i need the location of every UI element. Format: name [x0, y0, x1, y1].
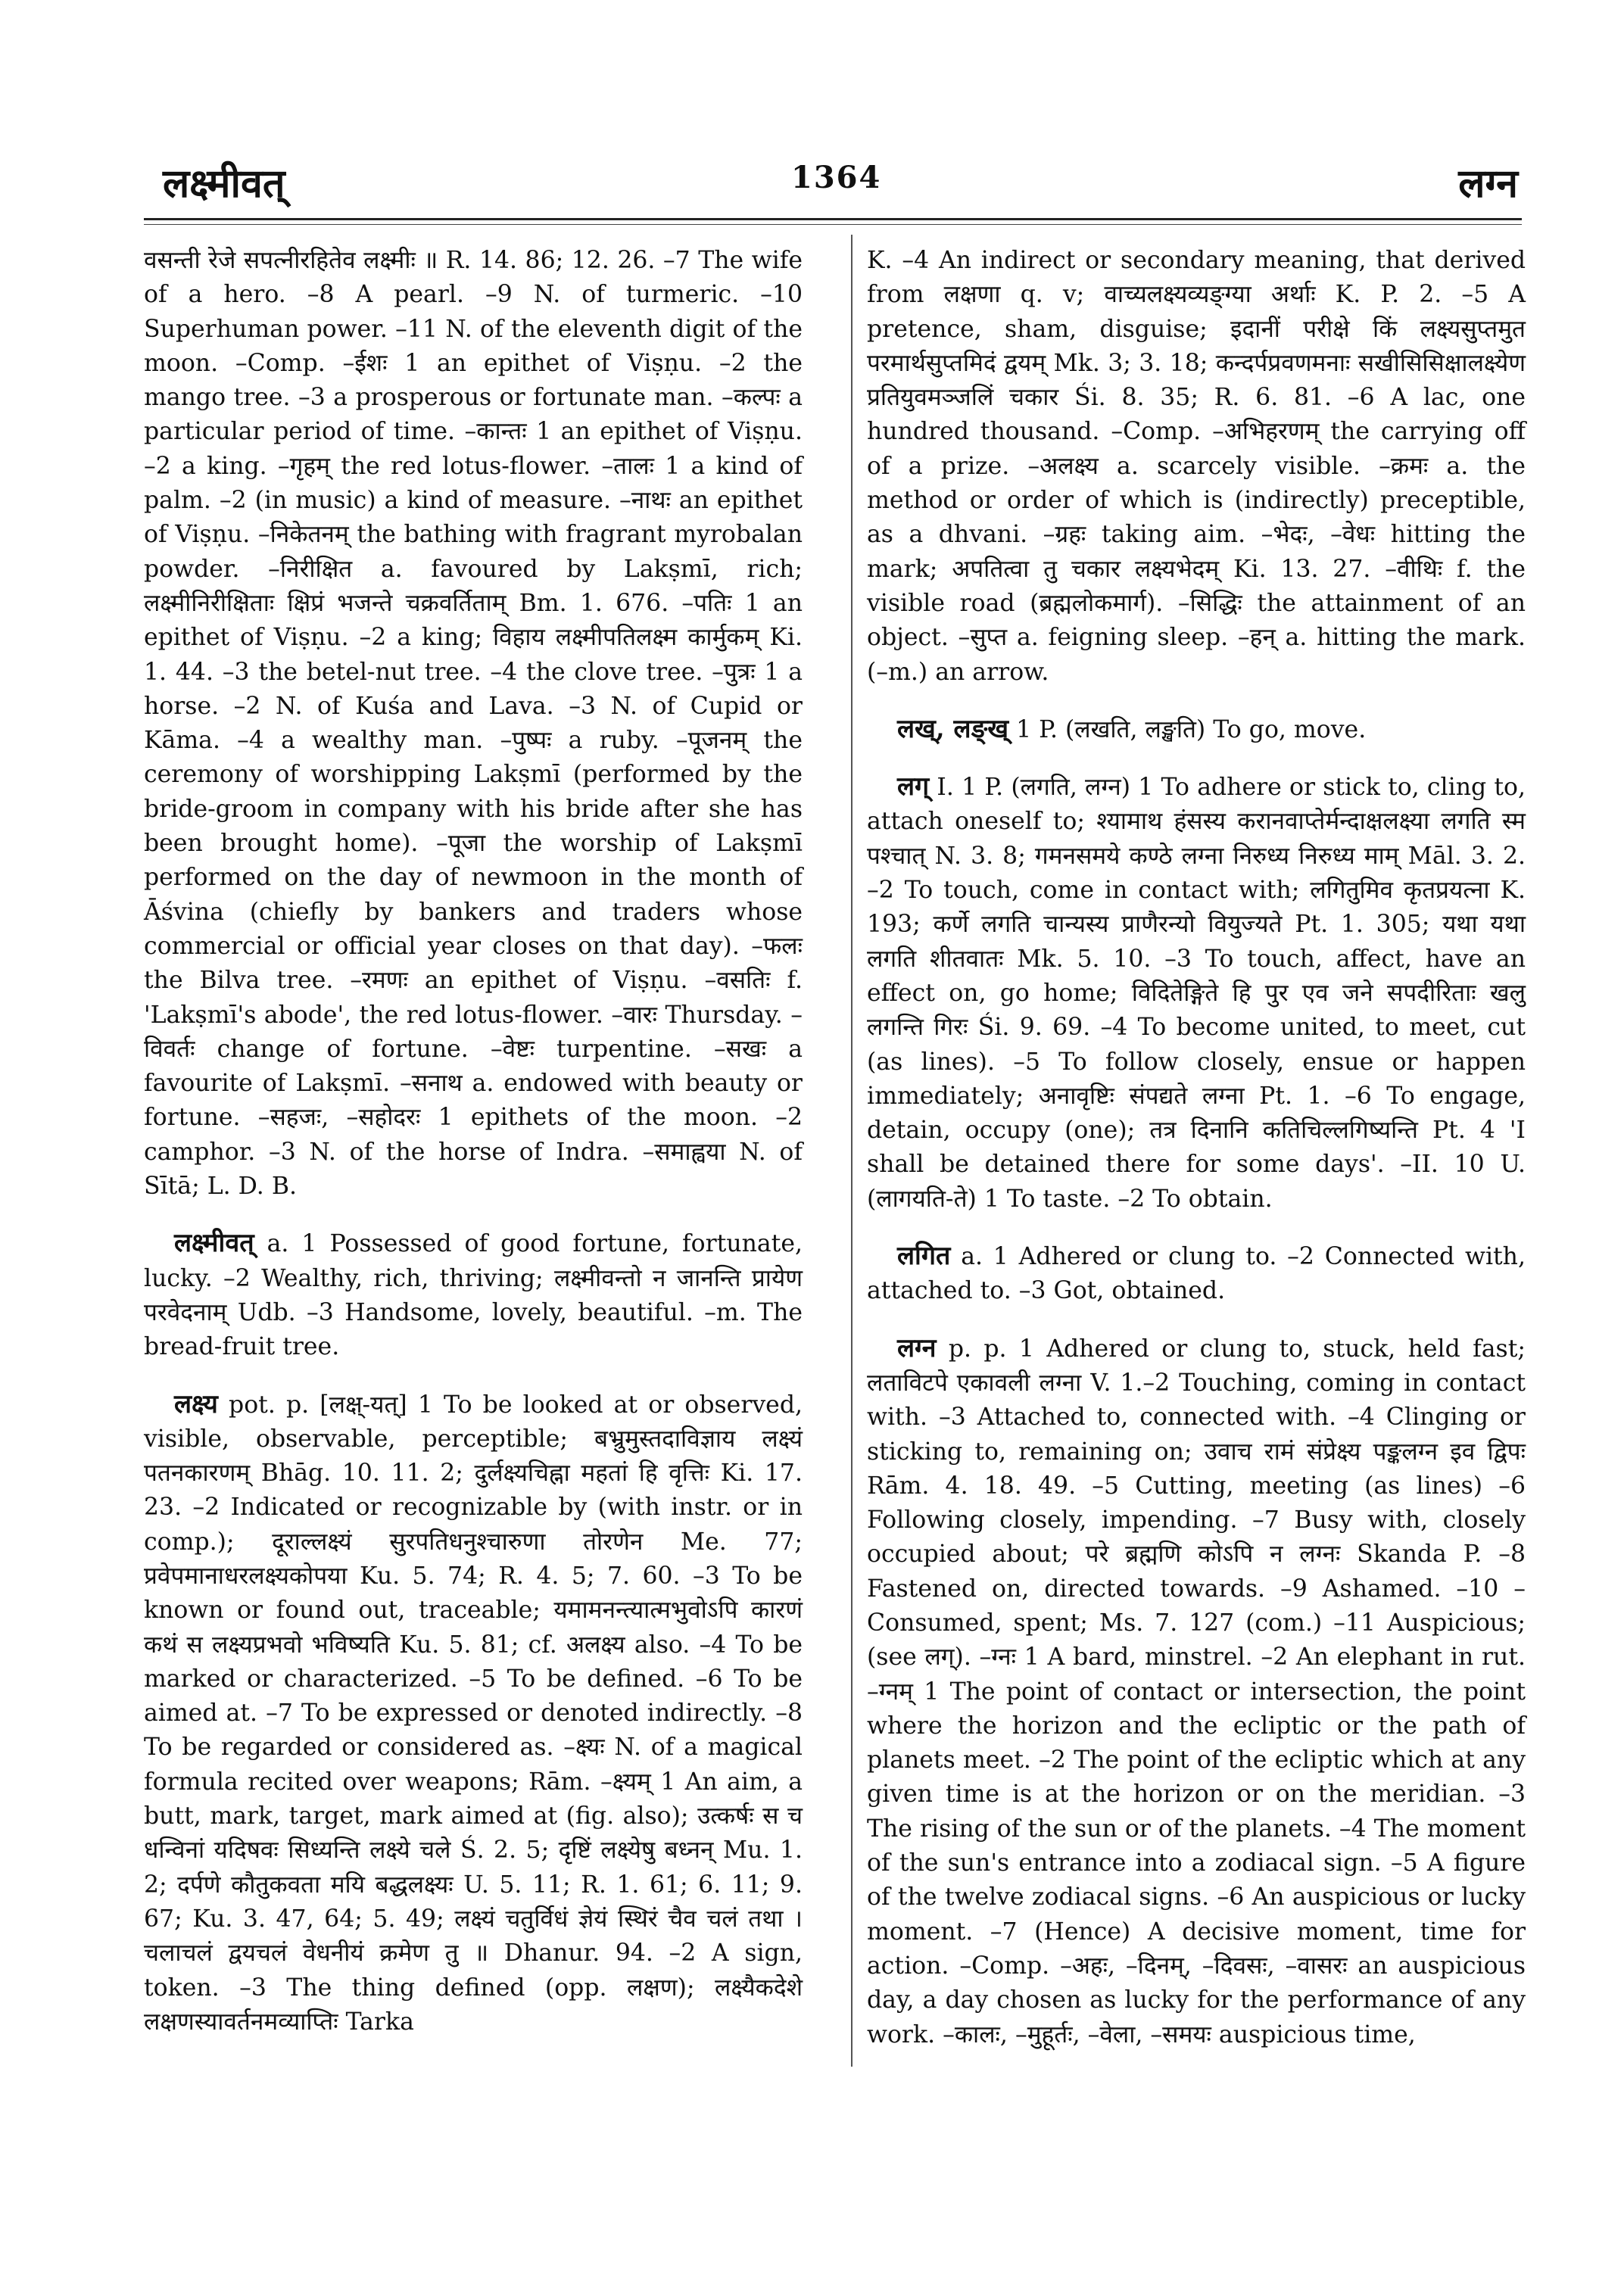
dictionary-entry: [867, 1332, 1526, 2052]
dictionary-entry: [144, 1226, 803, 1364]
dictionary-entry: [867, 1239, 1526, 1309]
header-left-guide-word: लक्ष्मीवत्: [163, 160, 285, 207]
entry-body: a. 1 Possessed of good fortune, fortunate, lucky. –2 Wealthy, rich, thriving; लक्ष्मीवन्तो न जानन्ति प्रायेण परवेदनाम् Udb. –3 Handsome, lovely, beautiful. –m. The bread-fruit tree.: [144, 1230, 803, 1361]
entry-headword: लक्ष्य: [174, 1388, 218, 1419]
page-header: [0, 155, 1624, 216]
column-divider: [851, 235, 853, 2067]
right-column: [867, 244, 1526, 2052]
entry-body: p. p. 1 Adhered or clung to, stuck, held fast; लताविटपे एकावली लग्ना V. 1.–2 Touching, coming in contact with. –3 Attached to, connected with. –4 Clinging or sticking to, remaining on; उवाच रामं संप्रेक्ष्य पङ्कलग्न इव द्विपः Rām. 4. 18. 49. –5 Cutting, meeting (as lines) –6 Following closely, impending. –7 Busy with, closely occupied about; परे ब्रह्मणि कोऽपि न लग्नः Skanda P. –8 Fastened on, directed towards. –9 Ashamed. –10 –Consumed, spent; Ms. 7. 127 (com.) –11 Auspicious; (see लग्). –ग्नः 1 A bard, minstrel. –2 An elephant in rut. –ग्नम् 1 The point of contact or intersection, the point where the horizon and the ecliptic or the path of planets meet. –2 The point of the ecliptic which at any given time is at the horizon or on the meridian. –3 The rising of the sun or of the planets. –4 The moment of the sun's entrance into a zodiacal sign. –5 A figure of the twelve zodiacal signs. –6 An auspicious or lucky moment. –7 (Hence) A decisive moment, time for action. –Comp. –अहः, –दिनम्, –दिवसः, –वासरः an auspicious day, a day chosen as lucky for the performance of any work. –कालः, –मुहूर्तः, –वेला, –समयः auspicious time,: [867, 1335, 1526, 2048]
entry-headword: लग्: [897, 771, 930, 802]
page-number: 1364: [791, 160, 882, 195]
left-column: [144, 244, 803, 2039]
entry-continuation: वसन्ती रेजे सपत्नीरहितेव लक्ष्मीः ॥ R. 14. 86; 12. 26. –7 The wife of a hero. –8 A pearl. –9 N. of turmeric. –10 Superhuman power. –11 N. of the eleventh digit of the moon. –Comp. –ईशः 1 an epithet of Viṣṇu. –2 the mango tree. –3 a prosperous or fortunate man. –कल्पः a particular period of time. –कान्तः 1 an epithet of Viṣṇu. –2 a king. –गृहम् the red lotus-flower. –तालः 1 a kind of palm. –2 (in music) a kind of measure. –नाथः an epithet of Viṣṇu. –निकेतनम् the bathing with fragrant myrobalan powder. –निरीक्षित a. favoured by Lakṣmī, rich; लक्ष्मीनिरीक्षिताः क्षिप्रं भजन्ते चक्रवर्तिताम् Bm. 1. 676. –पतिः 1 an epithet of Viṣṇu. –2 a king; विहाय लक्ष्मीपतिलक्ष्म कार्मुकम् Ki. 1. 44. –3 the betel-nut tree. –4 the clove tree. –पुत्रः 1 a horse. –2 N. of Kuśa and Lava. –3 N. of Cupid or Kāma. –4 a wealthy man. –पुष्पः a ruby. –पूजनम् the ceremony of worshipping Lakṣmī (performed by the bride-groom in company with his bride after she has been brought home). –पूजा the worship of Lakṣmī performed on the day of newmoon in the month of Āśvina (chiefly by bankers and traders whose commercial or official year closes on that day). –फलः the Bilva tree. –रमणः an epithet of Viṣṇu. –वसतिः f. 'Lakṣmī's abode', the red lotus-flower. –वारः Thursday. –विवर्तः change of fortune. –वेष्टः turpentine. –सखः a favourite of Lakṣmī. –सनाथ a. endowed with beauty or fortune. –सहजः, –सहोदरः 1 epithets of the moon. –2 camphor. –3 N. of the horse of Indra. –समाह्वया N. of Sītā; L. D. B.: [144, 247, 803, 1201]
header-rule-thin: [144, 224, 1522, 225]
entry-continuation: K. –4 An indirect or secondary meaning, that derived from लक्षणा q. v; वाच्यलक्ष्यव्यङ्ग्या अर्थाः K. P. 2. –5 A pretence, sham, disguise; इदानीं परीक्षे किं लक्ष्यसुप्तमुत परमार्थसुप्तमिदं द्वयम् Mk. 3; 3. 18; कन्दर्पप्रवणमनाः सखीसिसिक्षालक्ष्येण प्रतियुवमञ्जलिं चकार Śi. 8. 35; R. 6. 81. –6 A lac, one hundred thousand. –Comp. –अभिहरणम् the carrying off of a prize. –अलक्ष्य a. scarcely visible. –क्रमः a. the method or order of which is (indirectly) preceptible, as a dhvani. –ग्रहः taking aim. –भेदः, –वेधः hitting the mark; अपतित्वा तु चकार लक्ष्यभेदम् Ki. 13. 27. –वीथिः f. the visible road (ब्रह्मलोकमार्ग). –सिद्धिः the attainment of an object. –सुप्त a. feigning sleep. –हन् a. hitting the mark. (–m.) an arrow.: [867, 247, 1526, 686]
header-rule: [144, 218, 1522, 220]
entry-body: I. 1 P. (लगति, लग्न) 1 To adhere or stick to, cling to, attach oneself to; श्यामाथ हंसस्य करानवाप्तेर्मन्दाक्षलक्ष्या लगति स्म पश्चात् N. 3. 8; गमनसमये कण्ठे लग्ना निरुध्य निरुध्य माम् Māl. 3. 2. –2 To touch, come in contact with; लगितुमिव कृतप्रयत्ना K. 193; कर्णे लगति चान्यस्य प्राणैरन्यो वियुज्यते Pt. 1. 305; यथा यथा लगति शीतवातः Mk. 5. 10. –3 To touch, affect, have an effect on, go home; विदितेङ्गिते हि पुर एव जने सपदीरिताः खलु लगन्ति गिरः Śi. 9. 69. –4 To become united, to meet, cut (as lines). –5 To follow closely, ensue or happen immediately; अनावृष्टिः संपद्यते लग्ना Pt. 1. –6 To engage, detain, occupy (one); तत्र दिनानि कतिचिल्लगिष्यन्ति Pt. 4 'I shall be detained there for some days'. –II. 10 U. (लागयति-ते) 1 To taste. –2 To obtain.: [867, 774, 1526, 1213]
entry-body: pot. p. [लक्ष्-यत्] 1 To be looked at or observed, visible, observable, perceptible; बभ्रुमुस्तदाविज्ञाय लक्ष्यं पतनकारणम् Bhāg. 10. 11. 2; दुर्लक्ष्यचिह्ना महतां हि वृत्तिः Ki. 17. 23. –2 Indicated or recognizable by (with instr. or in comp.); दूराल्लक्ष्यं सुरपतिधनुश्चारुणा तोरणेन Me. 77; प्रवेपमानाधरलक्ष्यकोपया Ku. 5. 74; R. 4. 5; 7. 60. –3 To be known or found out, traceable; यमामनन्त्यात्मभुवोऽपि कारणं कथं स लक्ष्यप्रभवो भविष्यति Ku. 5. 81; cf. अलक्ष्य also. –4 To be marked or characterized. –5 To be defined. –6 To be aimed at. –7 To be expressed or denoted indirectly. –8 To be regarded or considered as. –क्ष्यः N. of a magical formula recited over weapons; Rām. –क्ष्यम् 1 An aim, a butt, mark, target, mark aimed at (fig. also); उत्कर्षः स च धन्विनां यदिषवः सिध्यन्ति लक्ष्ये चले Ś. 2. 5; दृष्टिं लक्ष्येषु बध्नन् Mu. 1. 2; दर्पणे कौतुकवता मयि बद्धलक्ष्यः U. 5. 11; R. 1. 61; 6. 11; 9. 67; Ku. 3. 47, 64; 5. 49; लक्ष्यं चतुर्विधं ज्ञेयं स्थिरं चैव चलं तथा । चलाचलं द्वयचलं वेधनीयं क्रमेण तु ॥ Dhanur. 94. –2 A sign, token. –3 The thing defined (opp. लक्षण); लक्ष्यैकदेशे लक्षणस्यावर्तनमव्याप्तिः Tarka: [144, 1391, 803, 2036]
entry-headword: लख्, लङ्ख्: [897, 713, 1009, 744]
entry-body: 1 P. (लखति, लङ्खति) To go, move.: [1008, 715, 1367, 743]
entry-headword: लग्न: [897, 1332, 937, 1363]
dictionary-entry: [144, 1388, 803, 2040]
entry-body: a. 1 Adhered or clung to. –2 Connected with, attached to. –3 Got, obtained.: [867, 1243, 1526, 1305]
dictionary-entry: [867, 712, 1526, 747]
entry-headword: लगित: [897, 1241, 951, 1272]
dictionary-entry: [867, 770, 1526, 1217]
header-right-guide-word: लग्न: [1458, 160, 1518, 207]
entry-headword: लक्ष्मीवत्: [174, 1228, 254, 1259]
